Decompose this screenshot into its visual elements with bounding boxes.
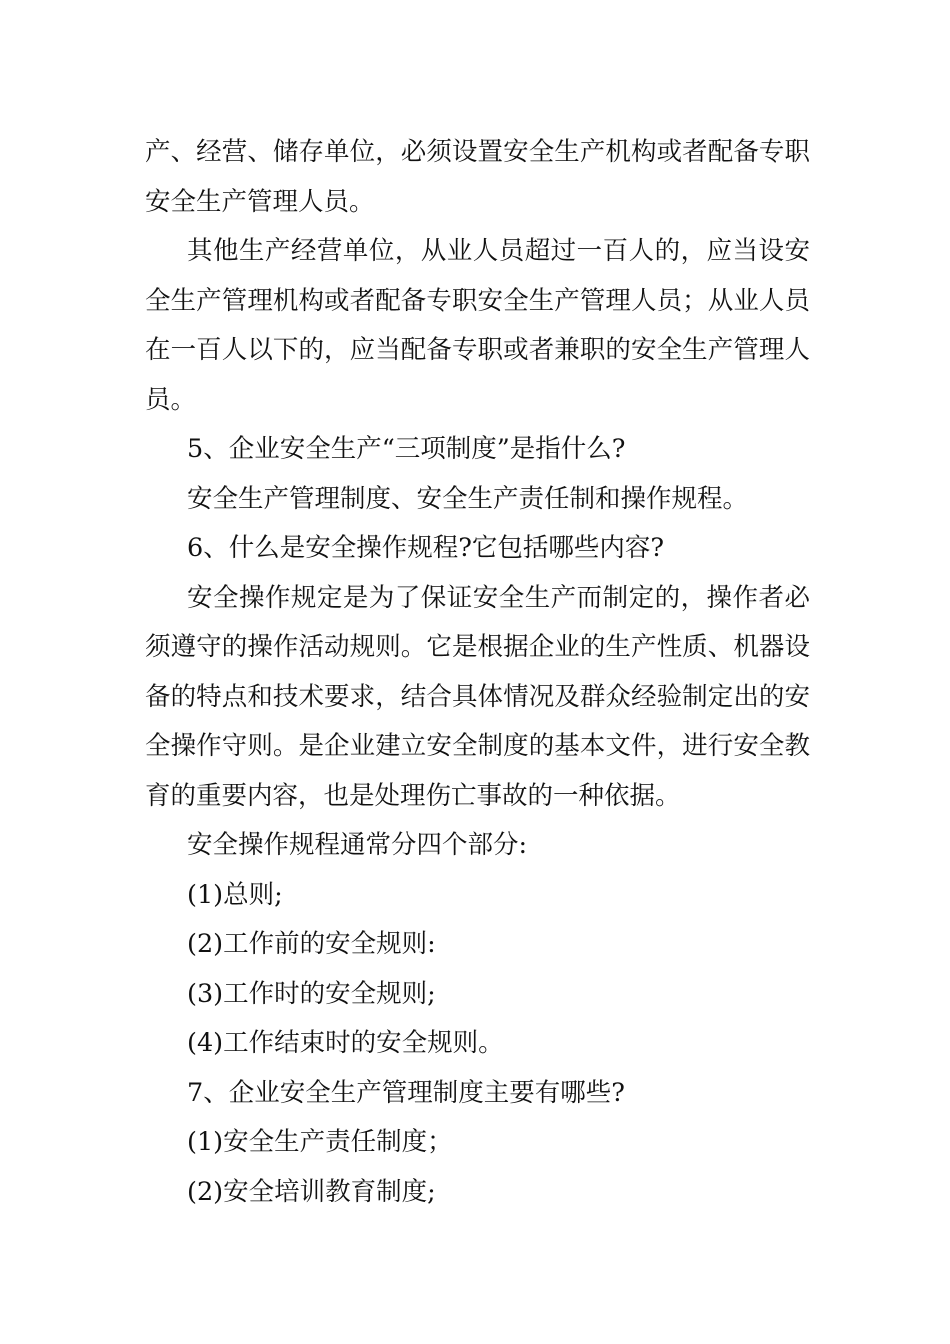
question-5: 5、企业安全生产“三项制度”是指什么?	[187, 434, 626, 464]
answer-5: 安全生产管理制度、安全生产责任制和操作规程。	[187, 483, 749, 514]
list-item: (1)安全生产责任制度；	[187, 1127, 453, 1157]
answer-6: 安全操作规定是为了保证安全生产而制定的，操作者必须遵守的操作活动规则。它是根据企业的生产性质、机器设备的特点和技术要求，结合具体情况及群众经验制定出的安全操作守则。是企业建立安全制度的基本文件，进行安全教育的重要内容，也是处理伤亡事故的一种依据。	[145, 582, 810, 811]
list-item: (2)安全培训教育制度;	[187, 1176, 436, 1207]
question-7: 7、企业安全生产管理制度主要有哪些?	[187, 1077, 625, 1108]
list-item: (1)总则;	[187, 879, 283, 910]
document-body	[145, 128, 810, 1217]
paragraph-staffing: 其他生产经营单位，从业人员超过一百人的，应当设安全生产管理机构或者配备专职安全生产管理人员；从业人员在一百人以下的，应当配备专职或者兼职的安全生产管理人员。	[145, 236, 810, 415]
list-item: (2)工作前的安全规则:	[187, 929, 436, 959]
question-6: 6、什么是安全操作规程?它包括哪些内容?	[187, 533, 665, 563]
rules-intro: 安全操作规程通常分四个部分:	[187, 830, 528, 860]
paragraph-continuation: 产、经营、储存单位，必须设置安全生产机构或者配备专职安全生产管理人员。	[145, 137, 810, 217]
list-item: (4)工作结束时的安全规则。	[187, 1028, 504, 1058]
list-item: (3)工作时的安全规则;	[187, 978, 436, 1009]
